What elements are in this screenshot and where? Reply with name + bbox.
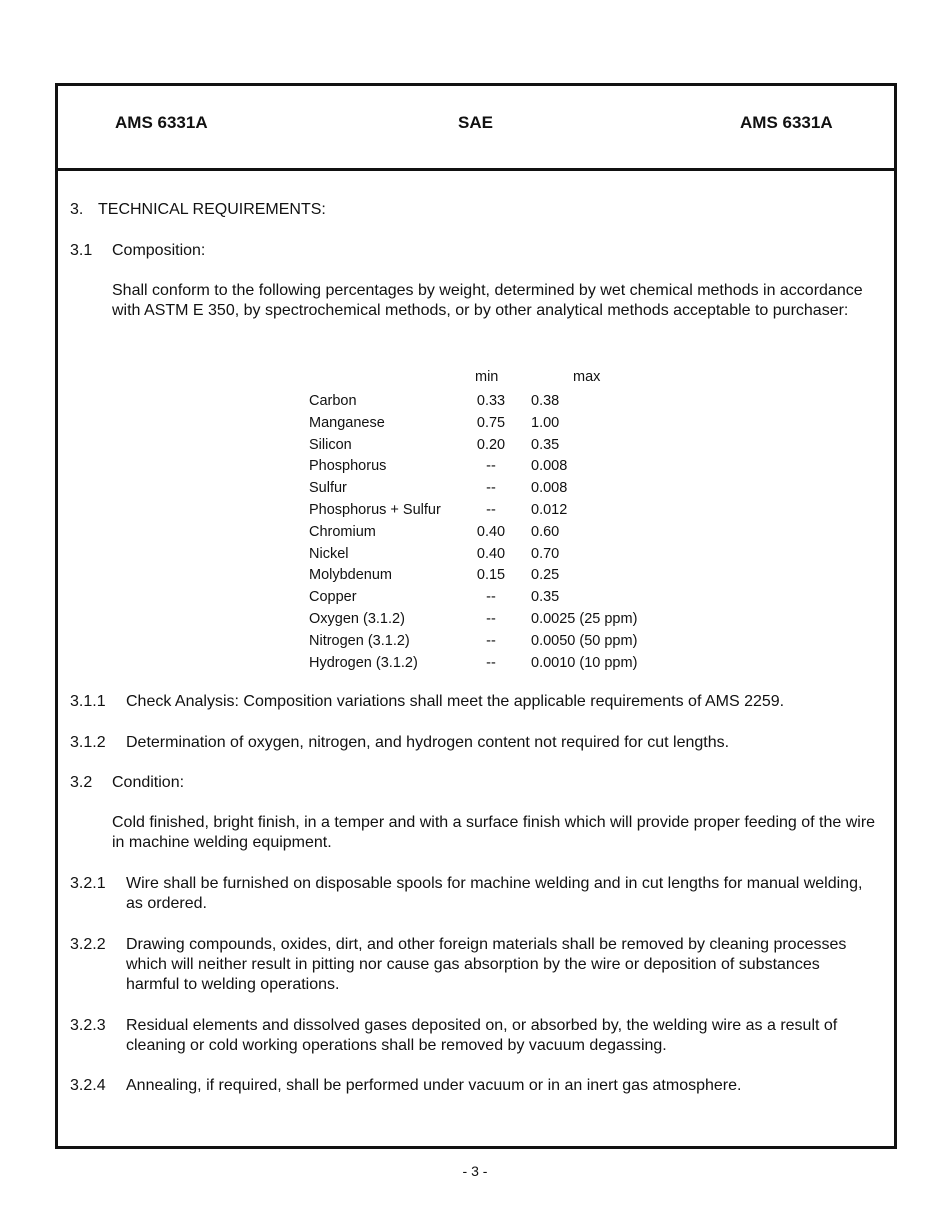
section-3-1-number: 3.1 [70,242,93,259]
section-3-2-2-body: Drawing compounds, oxides, dirt, and other foreign materials shall be removed by cleaning processes which will neither result in pitting nor cause gas absorption by the wire or deposition of substances harmful to welding operations. [126,936,847,993]
min-value: -- [486,458,496,475]
max-value: 0.25 [531,567,560,584]
section-3-2-title: Condition: [112,774,185,791]
composition-rows [309,391,709,674]
element-name: Copper [309,589,357,606]
composition-row [309,413,709,435]
min-value: 0.33 [476,393,506,409]
element-name: Molybdenum [309,567,393,584]
max-value: 0.0025 (25 ppm) [531,610,638,627]
section-3-1-title: Composition: [112,242,206,259]
element-name: Hydrogen (3.1.2) [309,654,418,671]
max-value: 0.0050 (50 ppm) [531,632,638,649]
section-3-1-2-body: Determination of oxygen, nitrogen, and hydrogen content not required for cut lengths. [126,734,730,751]
composition-row [309,631,709,653]
composition-row [309,653,709,675]
document-header [58,86,894,171]
section-3-2-3-number: 3.2.3 [70,1017,106,1034]
element-name: Nickel [309,545,349,562]
composition-row [309,435,709,457]
element-name: Manganese [309,414,385,431]
section-3-1-1-number: 3.1.1 [70,693,106,710]
section-3-2-1-body: Wire shall be furnished on disposable spools for machine welding and in cut lengths for manual welding, as ordered. [126,875,863,912]
element-name: Carbon [309,393,357,409]
max-value: 0.008 [531,458,568,475]
min-value: -- [486,501,496,518]
header-doc-id-left: AMS 6331A [115,113,208,132]
section-3-2-4-body: Annealing, if required, shall be performed under vacuum or in an inert gas atmosphere. [126,1077,742,1094]
composition-row [309,565,709,587]
section-3-2-number: 3.2 [70,774,93,791]
max-column-header: max [573,369,601,385]
max-value: 0.38 [531,393,560,409]
section-3-number: 3. [70,201,84,218]
composition-row [309,456,709,478]
min-value: -- [486,632,496,649]
min-value: -- [486,480,496,497]
header-org: SAE [458,113,493,132]
min-column-header: min [475,369,499,385]
element-name: Nitrogen (3.1.2) [309,632,410,649]
element-name: Sulfur [309,480,347,497]
max-value: 0.0010 (10 ppm) [531,654,638,671]
max-value: 0.012 [531,501,568,518]
composition-row [309,522,709,544]
composition-row [309,544,709,566]
max-value: 0.60 [531,523,560,540]
min-value: 0.40 [476,523,506,540]
max-value: 0.008 [531,480,568,497]
section-3-2-4-number: 3.2.4 [70,1077,106,1094]
page-number: - 3 - [462,1163,488,1179]
min-value: -- [486,654,496,671]
max-value: 0.35 [531,436,560,453]
section-3-2-1-number: 3.2.1 [70,875,106,892]
section-3-1-1-body: Check Analysis: Composition variations shall meet the applicable requirements of AMS 2259. [126,693,785,710]
max-value: 0.35 [531,589,560,606]
element-name: Oxygen (3.1.2) [309,610,405,627]
section-3-2-body: Cold finished, bright finish, in a temper and with a surface finish which will provide proper feeding of the wire in machine welding equipment. [112,814,876,851]
composition-row [309,609,709,631]
section-3-title: TECHNICAL REQUIREMENTS: [98,201,326,218]
element-name: Phosphorus + Sulfur [309,501,441,518]
composition-row [309,391,709,413]
section-3-1-2-number: 3.1.2 [70,734,106,751]
min-value: -- [486,610,496,627]
element-name: Chromium [309,523,376,540]
element-name: Phosphorus [309,458,387,475]
max-value: 1.00 [531,414,560,431]
composition-row [309,587,709,609]
header-doc-id-right: AMS 6331A [740,113,833,132]
composition-row [309,478,709,500]
min-value: 0.15 [476,567,506,584]
section-3-1-body: Shall conform to the following percentages by weight, determined by wet chemical methods in accordance with ASTM E 350, by spectrochemical methods, or by other analytical methods acceptable to purchaser: [112,282,863,319]
min-value: 0.20 [476,436,506,453]
min-value: 0.75 [476,414,506,431]
section-3-2-2-number: 3.2.2 [70,936,106,953]
min-value: -- [486,589,496,606]
page-frame [55,83,897,1149]
section-3-2-3-body: Residual elements and dissolved gases deposited on, or absorbed by, the welding wire as a result of cleaning or cold working operations shall be removed by vacuum degassing. [126,1017,838,1054]
max-value: 0.70 [531,545,560,562]
element-name: Silicon [309,436,352,453]
composition-row [309,500,709,522]
min-value: 0.40 [476,545,506,562]
